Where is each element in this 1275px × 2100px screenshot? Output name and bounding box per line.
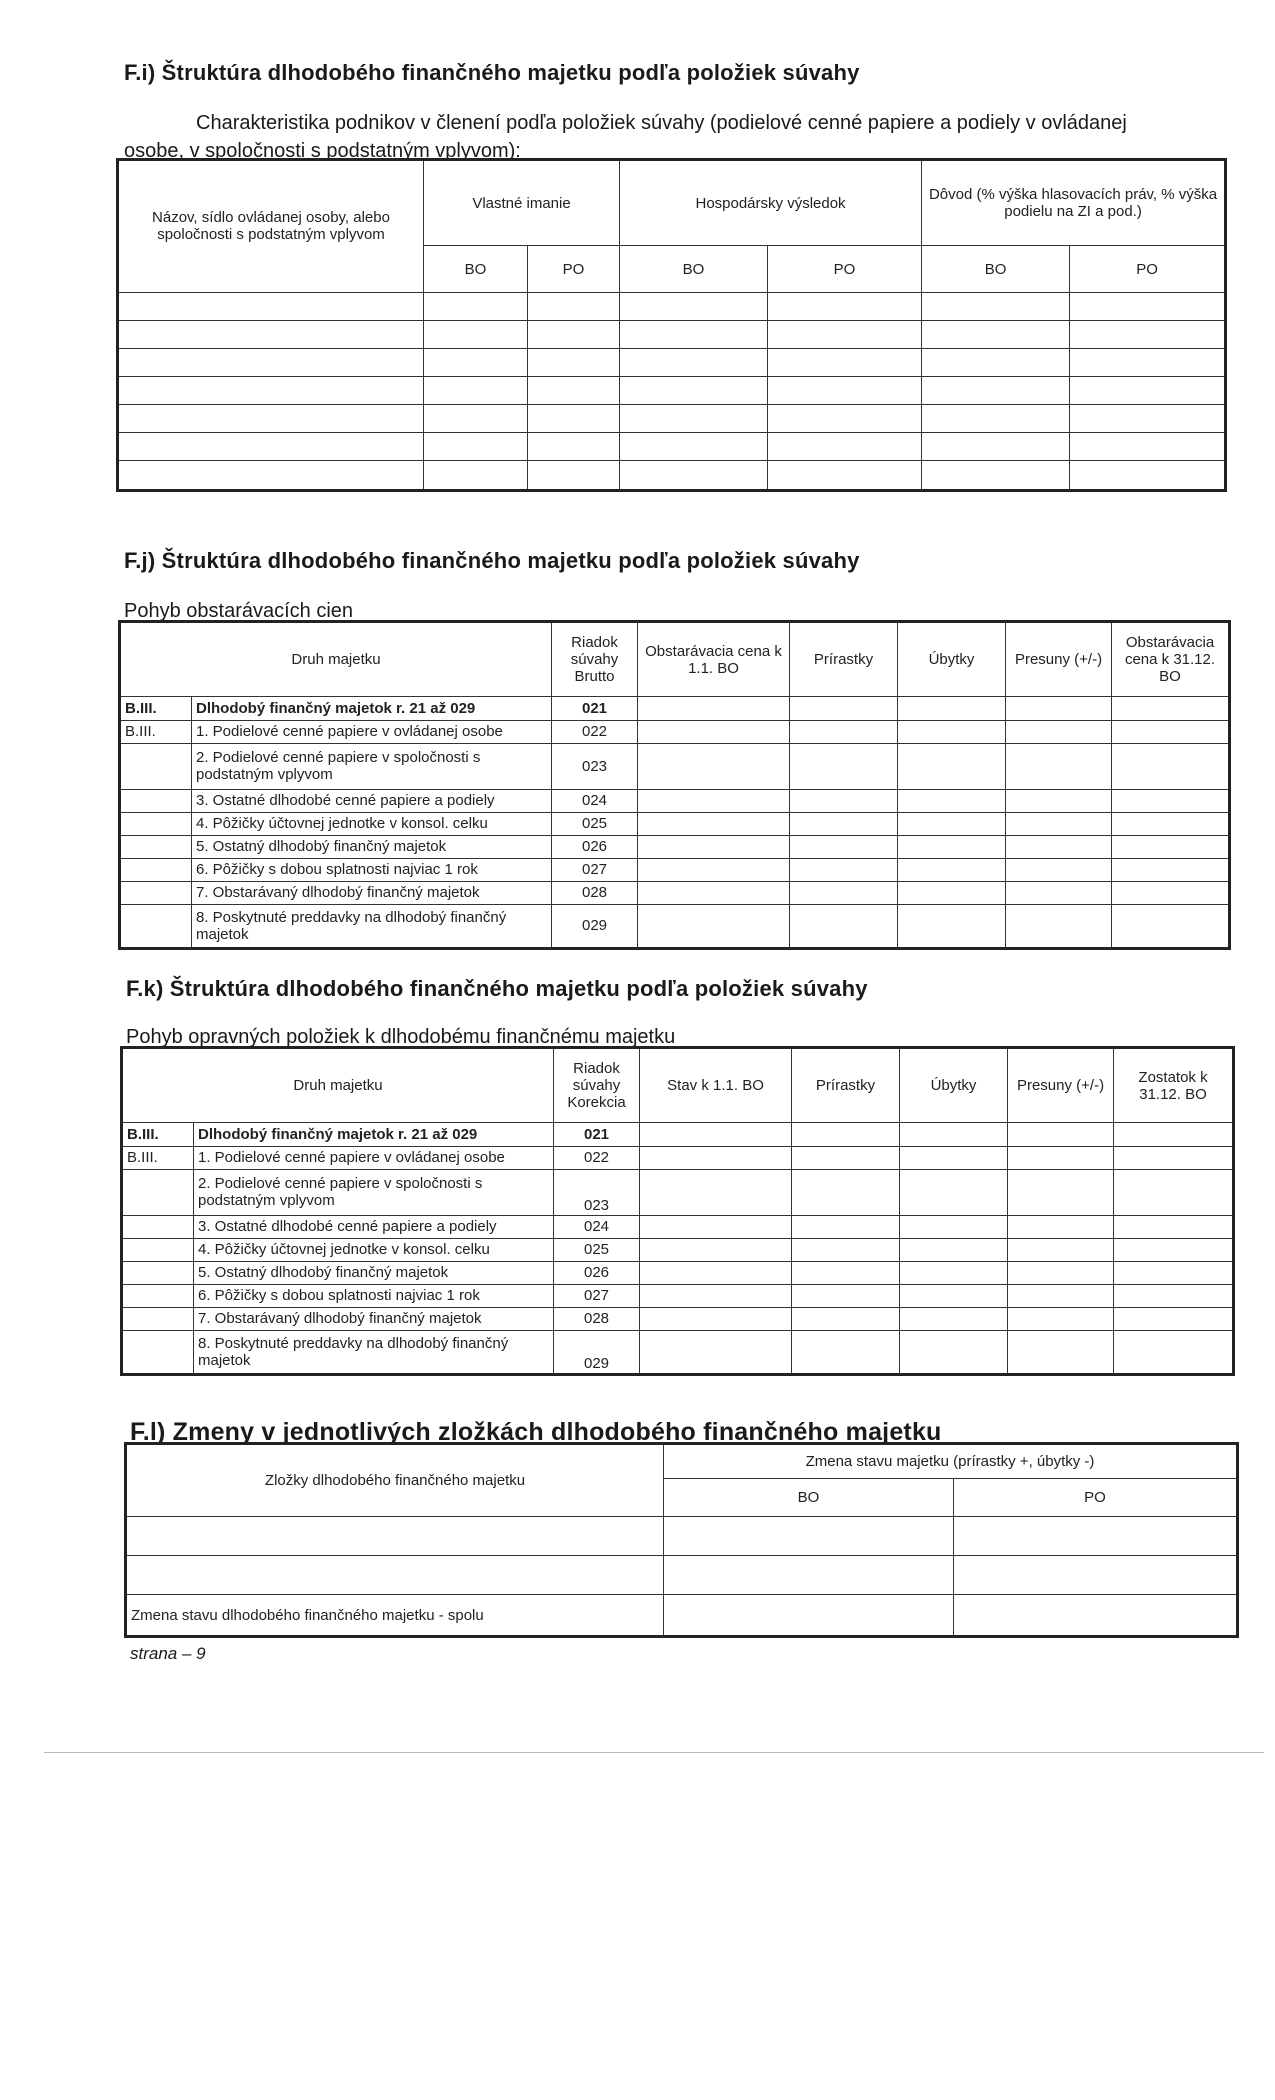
row-number: 022	[554, 1146, 640, 1169]
fk-subtitle: Pohyb opravných položiek k dlhodobému finančnému majetku	[126, 1026, 676, 1048]
row-label: 3. Ostatné dlhodobé cenné papiere a podiely	[194, 1215, 554, 1238]
fl-total-label: Zmena stavu dlhodobého finančného majetku - spolu	[126, 1595, 664, 1637]
row-number: 024	[554, 1215, 640, 1238]
fk-col-start: Stav k 1.1. BO	[640, 1048, 792, 1123]
row-number: 021	[552, 697, 638, 720]
row-label: 7. Obstarávaný dlhodobý finančný majetok	[192, 881, 552, 904]
table-row	[120, 904, 1230, 948]
table-row	[122, 1284, 1234, 1307]
fj-table	[118, 620, 1231, 950]
fl-title: F.l) Zmeny v jednotlivých zložkách dlhodobého finančného majetku	[130, 1418, 942, 1446]
fi-empty-row	[118, 292, 1226, 320]
fj-col-druh: Druh majetku	[120, 622, 552, 697]
table-row	[120, 858, 1230, 881]
fi-po-label: PO	[528, 246, 620, 293]
fj-subtitle: Pohyb obstarávacích cien	[124, 600, 354, 622]
row-label: Dlhodobý finančný majetok r. 21 až 029	[192, 697, 552, 720]
fk-table	[120, 1046, 1235, 1376]
row-number: 025	[552, 812, 638, 835]
row-code	[122, 1261, 194, 1284]
table-row	[120, 720, 1230, 743]
fk-col-druh: Druh majetku	[122, 1048, 554, 1123]
table-row	[122, 1307, 1234, 1330]
table-row	[122, 1215, 1234, 1238]
fi-intro-line2: osobe, v spoločnosti s podstatným vplyvom):	[124, 140, 521, 162]
row-code: B.III.	[120, 697, 192, 720]
row-number: 023	[552, 743, 638, 789]
row-code: B.III.	[120, 720, 192, 743]
row-number: 026	[552, 835, 638, 858]
table-row	[122, 1330, 1234, 1374]
row-code	[120, 743, 192, 789]
row-number: 029	[552, 904, 638, 948]
row-label: 2. Podielové cenné papiere v spoločnosti s podstatným vplyvom	[194, 1169, 554, 1215]
row-label: 7. Obstarávaný dlhodobý finančný majetok	[194, 1307, 554, 1330]
fk-col-ubytky: Úbytky	[900, 1048, 1008, 1123]
row-label: 4. Pôžičky účtovnej jednotke v konsol. celku	[192, 812, 552, 835]
row-code	[122, 1330, 194, 1374]
row-code	[120, 904, 192, 948]
fi-empty-row	[118, 460, 1226, 490]
row-label: 1. Podielové cenné papiere v ovládanej osobe	[192, 720, 552, 743]
table-row	[120, 743, 1230, 789]
fk-col-prirastky: Prírastky	[792, 1048, 900, 1123]
fj-col-end: Obstarávacia cena k 31.12. BO	[1112, 622, 1230, 697]
row-label: 3. Ostatné dlhodobé cenné papiere a podiely	[192, 789, 552, 812]
row-label: Dlhodobý finančný majetok r. 21 až 029	[194, 1123, 554, 1146]
table-row	[122, 1261, 1234, 1284]
row-number: 027	[554, 1284, 640, 1307]
row-label: 1. Podielové cenné papiere v ovládanej osobe	[194, 1146, 554, 1169]
fl-bo-label: BO	[664, 1479, 954, 1516]
fi-empty-row	[118, 348, 1226, 376]
row-code	[122, 1284, 194, 1307]
row-label: 5. Ostatný dlhodobý finančný majetok	[192, 835, 552, 858]
fi-empty-row	[118, 432, 1226, 460]
fi-col-name: Názov, sídlo ovládanej osoby, alebo spoločnosti s podstatným vplyvom	[118, 160, 424, 293]
row-code	[122, 1307, 194, 1330]
fj-title: F.j) Štruktúra dlhodobého finančného majetku podľa položiek súvahy	[124, 548, 860, 573]
row-number: 029	[554, 1330, 640, 1374]
row-code	[120, 858, 192, 881]
fj-col-start: Obstarávacia cena k 1.1. BO	[638, 622, 790, 697]
fi-col-reason: Dôvod (% výška hlasovacích práv, % výška podielu na ZI a pod.)	[922, 160, 1226, 246]
row-label: 4. Pôžičky účtovnej jednotke v konsol. celku	[194, 1238, 554, 1261]
fj-col-presuny: Presuny (+/-)	[1006, 622, 1112, 697]
fi-bo-label: BO	[424, 246, 528, 293]
table-row	[122, 1238, 1234, 1261]
row-number: 022	[552, 720, 638, 743]
table-row	[120, 697, 1230, 720]
fl-col-zmena: Zmena stavu majetku (prírastky +, úbytky -)	[664, 1444, 1238, 1479]
row-code	[120, 835, 192, 858]
row-label: 8. Poskytnuté preddavky na dlhodobý finančný majetok	[194, 1330, 554, 1374]
row-code	[122, 1215, 194, 1238]
row-label: 5. Ostatný dlhodobý finančný majetok	[194, 1261, 554, 1284]
row-number: 028	[554, 1307, 640, 1330]
row-number: 023	[554, 1169, 640, 1215]
fi-bo-label: BO	[922, 246, 1070, 293]
row-code: B.III.	[122, 1123, 194, 1146]
fi-empty-row	[118, 320, 1226, 348]
table-row	[120, 835, 1230, 858]
fi-bo-label: BO	[620, 246, 768, 293]
table-row	[122, 1169, 1234, 1215]
fl-table	[124, 1442, 1239, 1638]
row-number: 027	[552, 858, 638, 881]
table-row	[122, 1123, 1234, 1146]
row-label: 2. Podielové cenné papiere v spoločnosti s podstatným vplyvom	[192, 743, 552, 789]
row-number: 021	[554, 1123, 640, 1146]
row-label: 8. Poskytnuté preddavky na dlhodobý finančný majetok	[192, 904, 552, 948]
row-code	[120, 812, 192, 835]
row-code	[120, 789, 192, 812]
fi-intro-line1: Charakteristika podnikov v členení podľa položiek súvahy (podielové cenné papiere a podiely v ovládanej	[196, 112, 1127, 134]
table-row	[120, 812, 1230, 835]
table-row	[120, 881, 1230, 904]
fl-po-label: PO	[954, 1479, 1238, 1516]
row-code	[122, 1238, 194, 1261]
page-edge-line	[44, 1752, 1264, 1753]
row-label: 6. Pôžičky s dobou splatnosti najviac 1 rok	[194, 1284, 554, 1307]
fi-table	[116, 158, 1227, 492]
row-code	[122, 1169, 194, 1215]
fk-col-presuny: Presuny (+/-)	[1008, 1048, 1114, 1123]
fi-empty-row	[118, 404, 1226, 432]
fl-empty-row	[126, 1516, 1238, 1555]
table-row	[120, 789, 1230, 812]
fj-col-ubytky: Úbytky	[898, 622, 1006, 697]
fk-title: F.k) Štruktúra dlhodobého finančného majetku podľa položiek súvahy	[126, 976, 868, 1001]
fj-col-riadok: Riadok súvahy Brutto	[552, 622, 638, 697]
fi-po-label: PO	[1070, 246, 1226, 293]
fi-col-result: Hospodársky výsledok	[620, 160, 922, 246]
page-number: strana – 9	[130, 1644, 206, 1663]
row-number: 028	[552, 881, 638, 904]
fl-empty-row	[126, 1556, 1238, 1595]
row-number: 025	[554, 1238, 640, 1261]
fi-title: F.i) Štruktúra dlhodobého finančného majetku podľa položiek súvahy	[124, 60, 860, 85]
row-code	[120, 881, 192, 904]
fk-col-riadok: Riadok súvahy Korekcia	[554, 1048, 640, 1123]
table-row	[126, 1595, 1238, 1637]
fi-col-equity: Vlastné imanie	[424, 160, 620, 246]
row-number: 026	[554, 1261, 640, 1284]
row-number: 024	[552, 789, 638, 812]
row-code: B.III.	[122, 1146, 194, 1169]
fi-po-label: PO	[768, 246, 922, 293]
fj-col-prirastky: Prírastky	[790, 622, 898, 697]
fl-col-zlozky: Zložky dlhodobého finančného majetku	[126, 1444, 664, 1517]
fi-empty-row	[118, 376, 1226, 404]
table-row	[122, 1146, 1234, 1169]
fk-col-end: Zostatok k 31.12. BO	[1114, 1048, 1234, 1123]
row-label: 6. Pôžičky s dobou splatnosti najviac 1 rok	[192, 858, 552, 881]
